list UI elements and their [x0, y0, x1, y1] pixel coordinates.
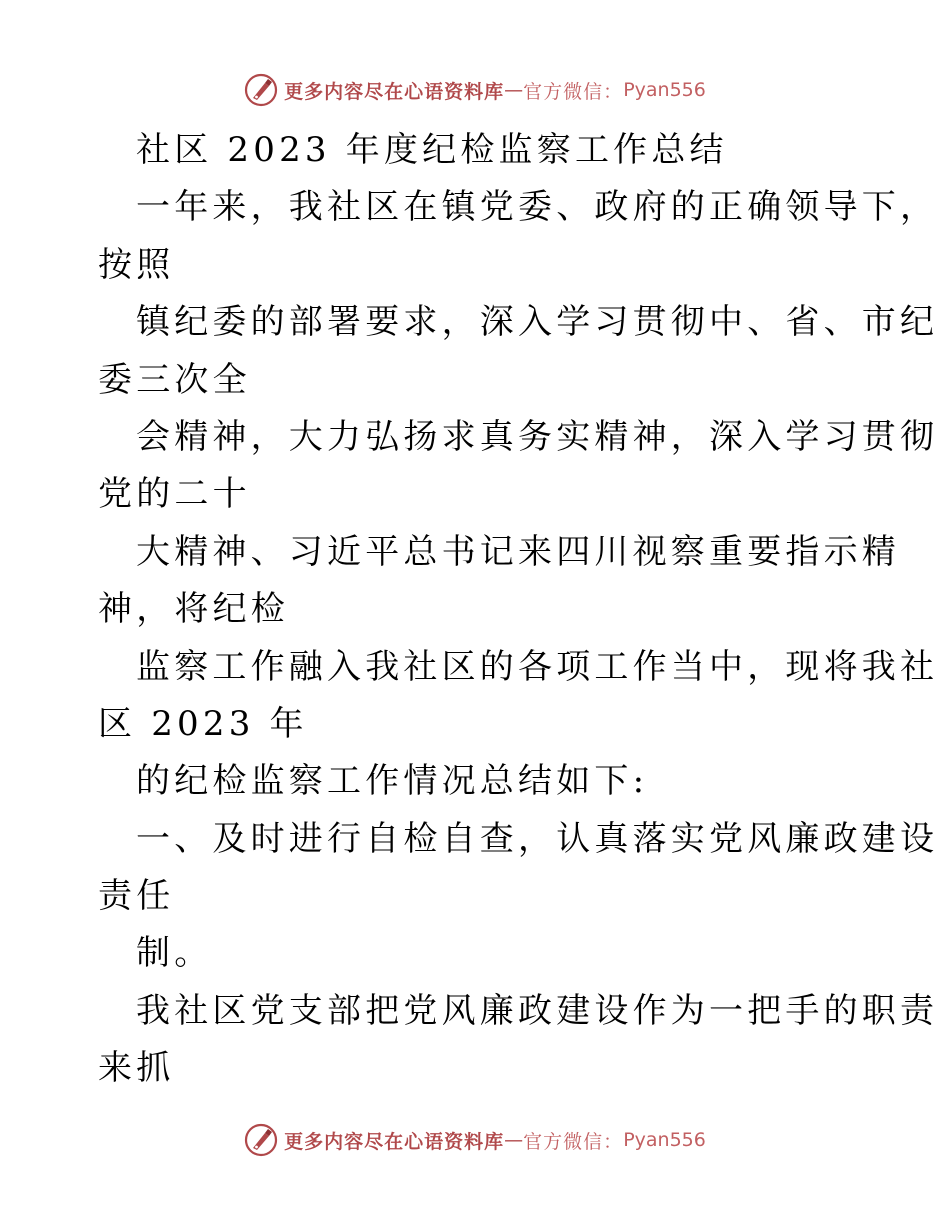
document-line: 一年来，我社区在镇党委、政府的正确领导下，	[136, 187, 939, 228]
document-body	[98, 122, 939, 1098]
document-line: 的纪检监察工作情况总结如下:	[136, 761, 649, 802]
watermark-title: 更多内容尽在心语资料库	[284, 1130, 505, 1153]
document-line: 神，将纪检	[98, 589, 289, 630]
document-line: 来抓	[98, 1048, 175, 1089]
document-line: 区 2023 年	[98, 703, 308, 744]
pen-nib-seal-icon	[244, 1123, 278, 1157]
document-line: 社区 2023 年度纪检监察工作总结	[136, 130, 728, 170]
document-line: 大精神、习近平总书记来四川视察重要指示精	[136, 531, 900, 572]
watermark-wechat-id: Pyan556	[623, 1129, 706, 1151]
document-line: 一、及时进行自检自查，认真落实党风廉政建设	[136, 818, 939, 859]
document-line: 制。	[136, 933, 213, 974]
watermark-wechat-label: 官方微信：	[523, 1130, 624, 1153]
document-line: 我社区党支部把党风廉政建设作为一把手的职责	[136, 990, 939, 1031]
document-line: 委三次全	[98, 359, 251, 400]
watermark-banner-bottom	[0, 1120, 950, 1160]
pen-nib-seal-icon	[244, 73, 278, 107]
document-line: 责任	[98, 876, 175, 917]
watermark-wechat-id: Pyan556	[623, 79, 706, 101]
watermark-dash: —	[504, 79, 524, 101]
document-line: 会精神，大力弘扬求真务实精神，深入学习贯彻	[136, 416, 939, 457]
document-line: 监察工作融入我社区的各项工作当中，现将我社	[136, 646, 939, 687]
watermark-dash: —	[504, 1129, 524, 1151]
document-line: 按照	[98, 244, 175, 285]
document-line: 党的二十	[98, 474, 251, 515]
watermark-wechat-label: 官方微信：	[523, 80, 624, 103]
watermark-banner-top	[0, 70, 950, 110]
document-line: 镇纪委的部署要求，深入学习贯彻中、省、市纪	[136, 302, 939, 343]
watermark-title: 更多内容尽在心语资料库	[284, 80, 505, 103]
